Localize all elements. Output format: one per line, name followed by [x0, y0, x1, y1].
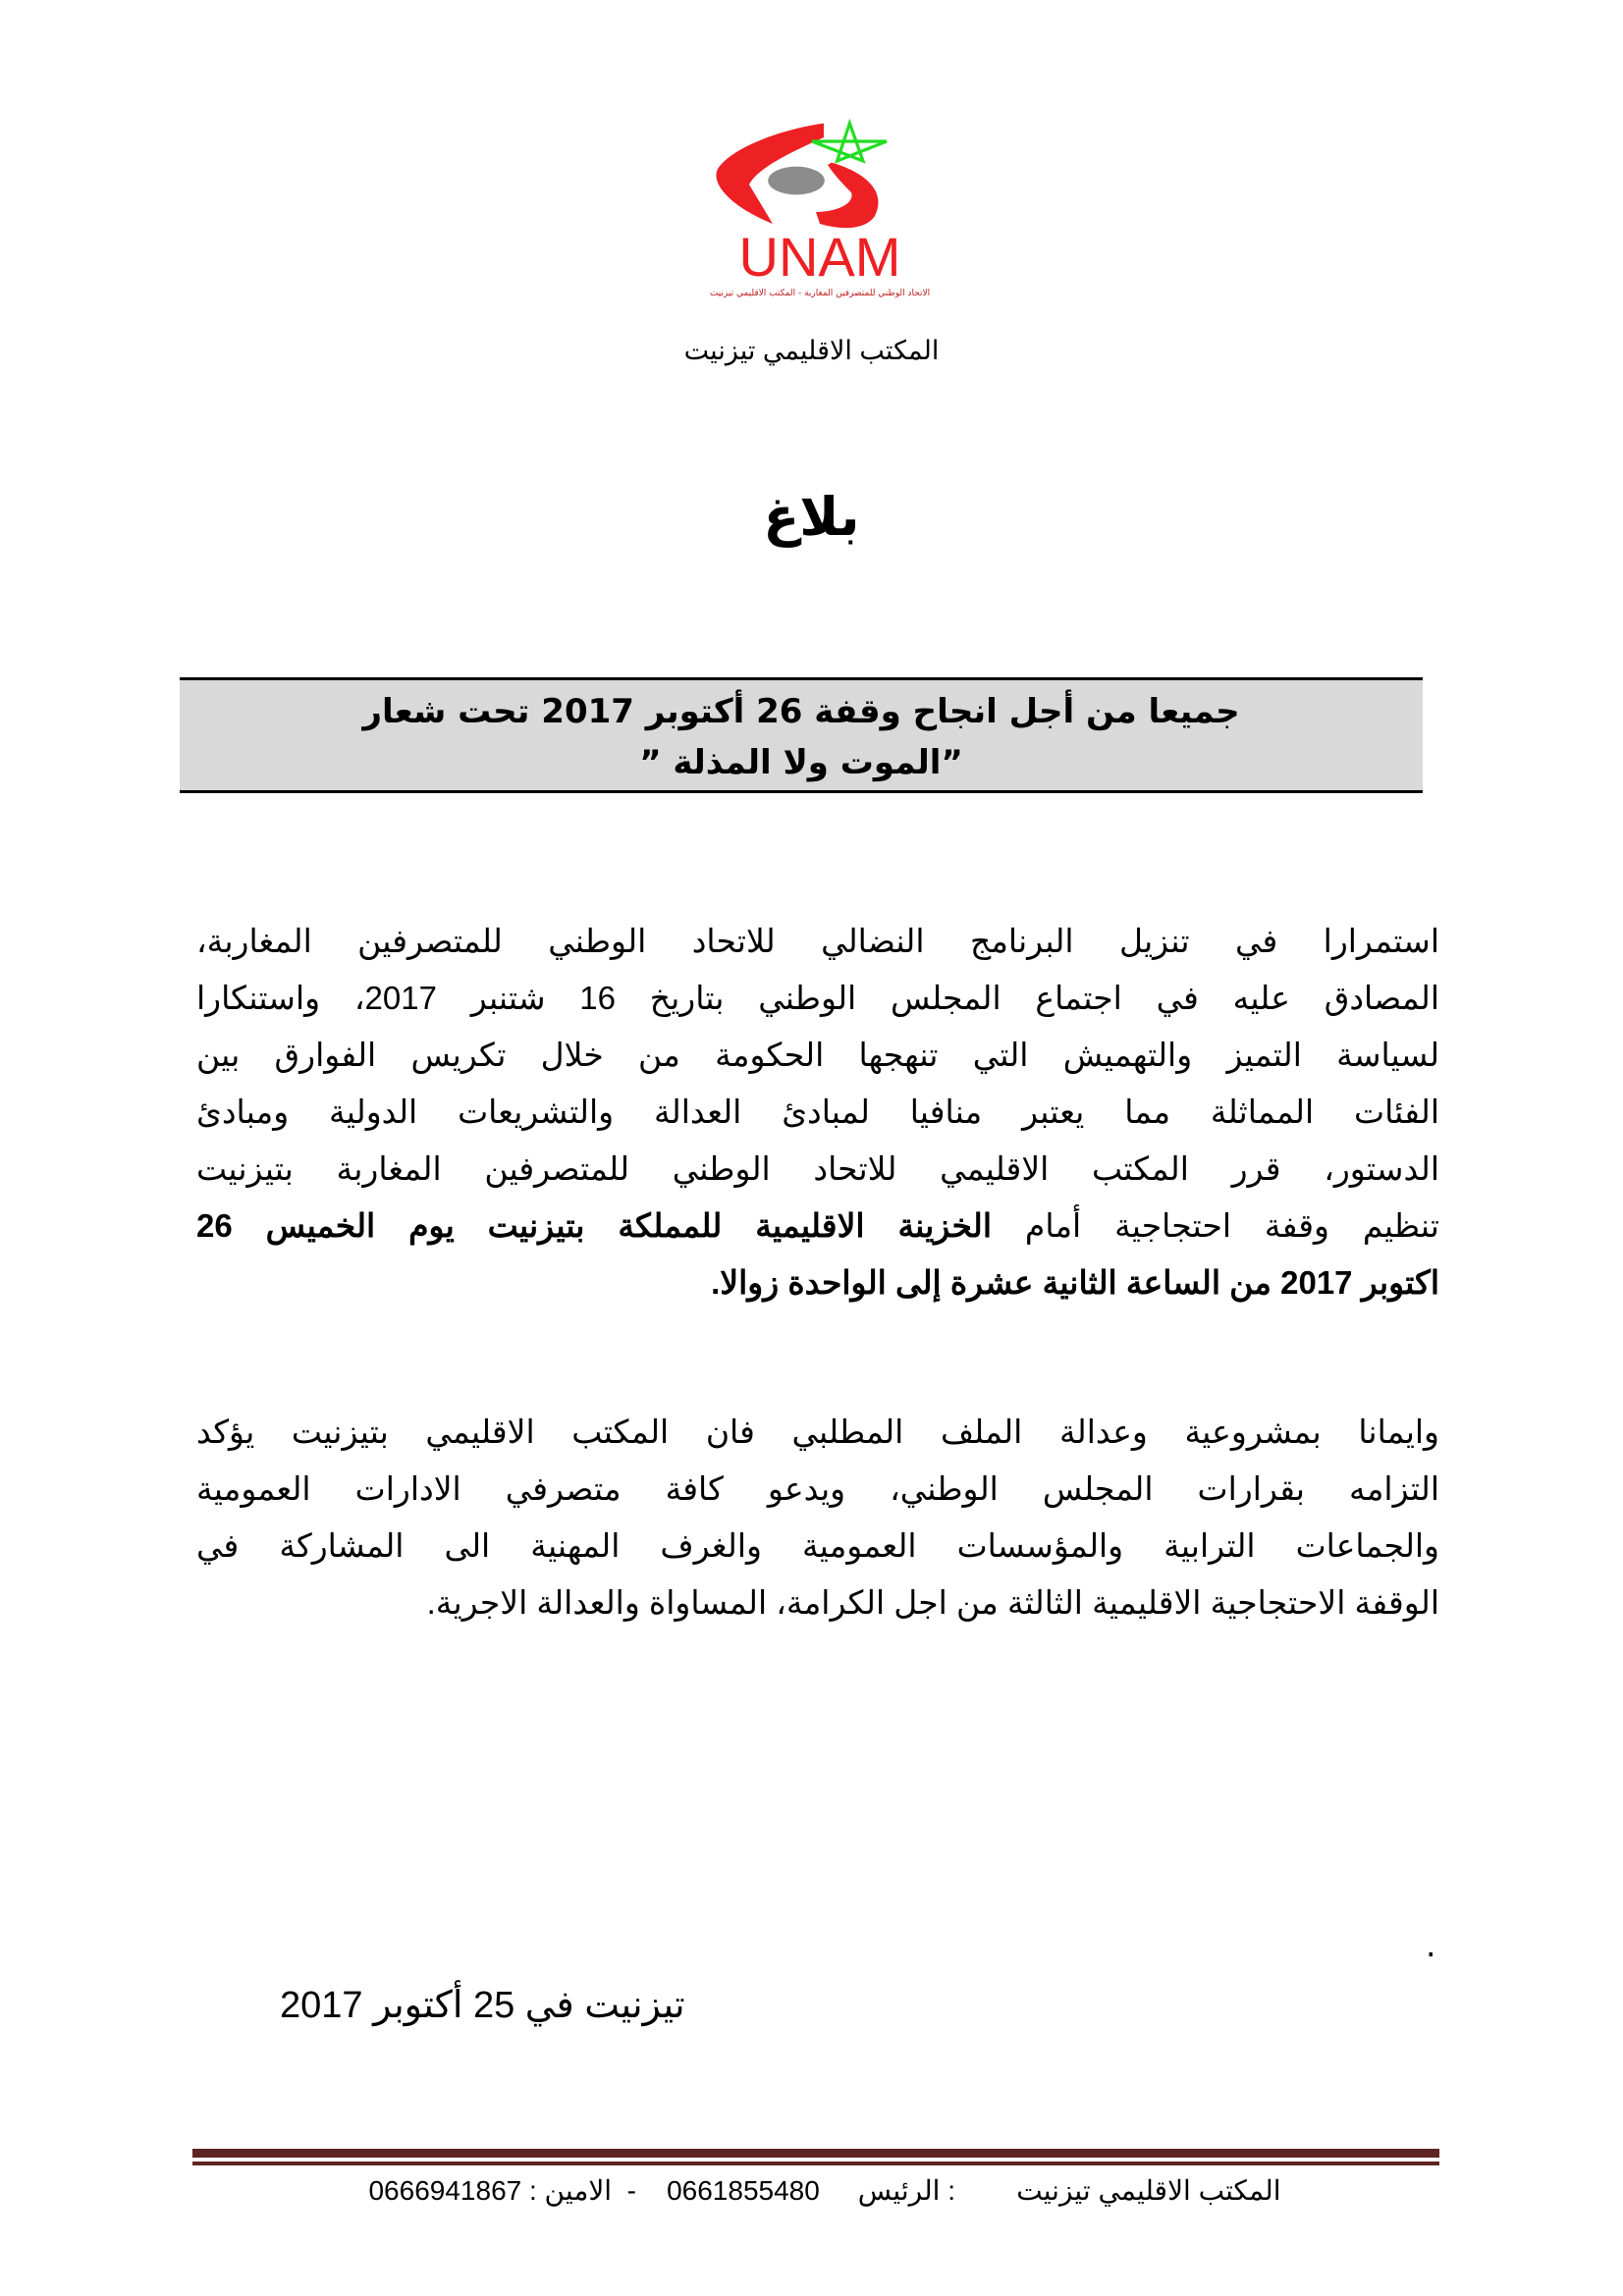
- bold-text: اكتوبر 2017 من الساعة الثانية عشرة إلى الواحدة زوالا.: [711, 1264, 1439, 1301]
- text: تنظيم وقفة احتجاجية أمام: [992, 1207, 1439, 1244]
- footer-office: المكتب الاقليمي تيزنيت: [1016, 2175, 1281, 2206]
- text-line: [196, 1198, 1439, 1255]
- treasurer-phone: 0666941867: [368, 2175, 522, 2206]
- text: الفئات المماثلة مما يعتبر منافيا لمبادئ العدالة والتشريعات الدولية ومبادئ: [196, 1094, 1439, 1130]
- footer-contact: [334, 2174, 1316, 2207]
- president-phone: 0661855480: [667, 2175, 820, 2206]
- document-title: بلاغ: [763, 486, 860, 548]
- headline-line-1: جميعا من أجل انجاح وقفة 26 أكتوبر 2017 تحت شعار: [362, 692, 1240, 731]
- text-line: [196, 913, 1439, 970]
- text-line: وايمانا بمشروعية وعدالة الملف المطلبي فان المكتب الاقليمي بتيزنيت يؤكد: [196, 1414, 1439, 1450]
- dot-mark: .: [1426, 1926, 1436, 1964]
- text-line: والجماعات الترابية والمؤسسات العمومية والغرف المهنية الى المشاركة في: [196, 1527, 1439, 1564]
- text-line: [196, 1255, 1439, 1311]
- paragraph-2: [196, 1404, 1439, 1631]
- date-line: تيزنيت في 25 أكتوبر 2017: [280, 1985, 685, 2026]
- bold-text: الخزينة الاقليمية للمملكة بتيزنيت يوم الخميس 26: [196, 1207, 993, 1244]
- text-line: [196, 1027, 1439, 1084]
- text-line: [196, 970, 1439, 1027]
- text-line: التزامه بقرارات المجلس الوطني، ويدعو كافة متصرفي الادارات العمومية: [196, 1470, 1439, 1507]
- text: استمرارا في تنزيل البرنامج النضالي للاتحاد الوطني للمتصرفين المغاربة،: [196, 923, 1439, 959]
- footer-rule-thick: [192, 2149, 1439, 2158]
- logo-text: UNAM: [738, 226, 901, 288]
- treasurer-label: الامين :: [529, 2175, 613, 2206]
- office-name: المكتب الاقليمي تيزنيت: [683, 336, 940, 365]
- text-line: الوقفة الاحتجاجية الاقليمية الثالثة من اجل الكرامة، المساواة والعدالة الاجرية.: [426, 1584, 1439, 1621]
- text: لسياسة التميز والتهميش التي تنهجها الحكومة من خلال تكريس الفوارق بين: [196, 1037, 1439, 1073]
- text-line: [196, 1084, 1439, 1141]
- separator: -: [626, 2175, 636, 2206]
- headline-box: [180, 677, 1423, 793]
- text-line: [196, 1141, 1439, 1198]
- headline-line-2: ”الموت ولا المذلة ”: [639, 743, 963, 782]
- footer-rule-thin: [192, 2162, 1439, 2165]
- president-label: : الرئيس: [857, 2175, 955, 2206]
- text: الدستور، قرر المكتب الاقليمي للاتحاد الوطني للمتصرفين المغاربة بتيزنيت: [196, 1150, 1439, 1187]
- paragraph-1: [196, 913, 1439, 1311]
- logo-tagline: الاتحاد الوطني للمتصرفين المغاربة - المكتب الاقليمي تيزنيت: [709, 289, 931, 298]
- text: المصادق عليه في اجتماع المجلس الوطني بتاريخ 16 شتنبر 2017، واستنكارا: [196, 980, 1439, 1016]
